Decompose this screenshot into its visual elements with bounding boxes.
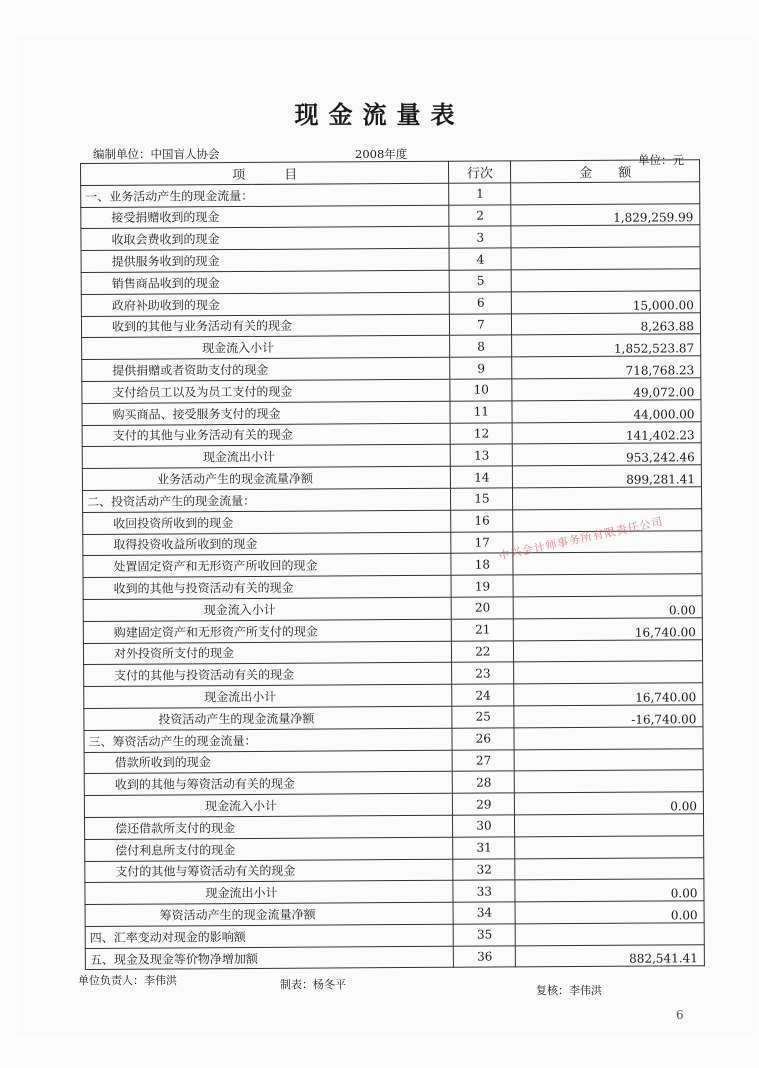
report-year: 2008年度 — [355, 147, 408, 161]
row-item-label: 借款所收到的现金 — [84, 750, 453, 774]
row-amount — [514, 661, 703, 684]
row-line-number: 21 — [452, 619, 514, 641]
row-amount: 953,242.46 — [513, 443, 702, 466]
row-line-number: 8 — [450, 335, 512, 357]
page-number: 6 — [676, 1008, 684, 1022]
row-line-number: 10 — [450, 379, 512, 401]
row-amount — [513, 552, 702, 575]
row-line-number: 26 — [452, 728, 514, 750]
row-line-number: 36 — [454, 946, 516, 968]
row-line-number: 32 — [453, 858, 515, 880]
row-line-number: 34 — [453, 902, 515, 924]
row-item-label: 现金流出小计 — [84, 684, 453, 708]
row-line-number: 23 — [452, 662, 514, 684]
row-amount — [513, 487, 702, 510]
row-line-number: 19 — [451, 575, 513, 597]
row-amount — [514, 748, 703, 771]
row-amount: 0.00 — [515, 901, 704, 924]
row-amount: 15,000.00 — [512, 290, 701, 313]
row-amount: 8,263.88 — [512, 312, 701, 335]
row-line-number: 4 — [449, 248, 511, 270]
row-item-label: 对外投资所支付的现金 — [83, 641, 452, 665]
row-line-number: 29 — [453, 793, 515, 815]
row-line-number: 31 — [453, 837, 515, 859]
row-item-label: 偿还借款所支付的现金 — [84, 815, 453, 839]
row-item-label: 取得投资收益所收到的现金 — [83, 532, 452, 556]
row-line-number: 12 — [451, 422, 513, 444]
row-item-label: 政府补助收到的现金 — [81, 292, 450, 316]
row-amount — [511, 182, 700, 205]
row-line-number: 27 — [453, 749, 515, 771]
footer-unit-head: 单位负责人：李伟洪 — [78, 974, 177, 987]
row-line-number: 17 — [451, 531, 513, 553]
row-amount — [512, 269, 701, 292]
page-title: 现金流量表 — [294, 101, 465, 129]
row-item-label: 收取会费收到的现金 — [81, 227, 450, 251]
footer-preparer: 制表：杨冬平 — [280, 978, 346, 991]
row-item-label: 四、汇率变动对现金的影响额 — [85, 924, 454, 948]
row-item-label: 现金流出小计 — [85, 881, 454, 905]
row-amount — [511, 225, 700, 248]
row-amount — [515, 770, 704, 793]
row-amount: 0.00 — [515, 879, 704, 902]
row-amount: 1,852,523.87 — [512, 334, 701, 357]
row-item-label: 收回投资所收到的现金 — [83, 510, 452, 534]
row-line-number: 13 — [451, 444, 513, 466]
row-line-number: 35 — [454, 924, 516, 946]
row-line-number: 6 — [450, 292, 512, 314]
row-item-label: 购买商品、接受服务支付的现金 — [82, 401, 451, 425]
row-line-number: 18 — [451, 553, 513, 575]
row-amount — [515, 835, 704, 858]
row-item-label: 收到的其他与业务活动有关的现金 — [81, 314, 450, 338]
row-item-label: 收到的其他与筹资活动有关的现金 — [84, 772, 453, 796]
row-line-number: 22 — [452, 640, 514, 662]
row-line-number: 15 — [451, 488, 513, 510]
row-item-label: 收到的其他与投资活动有关的现金 — [83, 575, 452, 599]
row-item-label: 一、业务活动产生的现金流量： — [81, 183, 450, 207]
row-line-number: 14 — [451, 466, 513, 488]
row-amount: 0.00 — [514, 596, 703, 619]
row-item-label: 现金流入小计 — [83, 597, 452, 621]
row-item-label: 投资活动产生的现金流量净额 — [84, 706, 453, 730]
row-line-number: 30 — [453, 815, 515, 837]
row-amount: 16,740.00 — [514, 683, 703, 706]
row-item-label: 三、筹资活动产生的现金流量： — [84, 728, 453, 752]
row-amount: 1,829,259.99 — [511, 203, 700, 226]
row-amount — [514, 726, 703, 749]
header-line: 行次 — [449, 161, 511, 183]
row-line-number: 33 — [453, 880, 515, 902]
row-line-number: 7 — [450, 313, 512, 335]
row-item-label: 现金流入小计 — [82, 336, 451, 360]
preparing-organization: 编制单位：中国盲人协会 — [93, 147, 220, 161]
row-item-label: 业务活动产生的现金流量净额 — [82, 466, 451, 490]
row-item-label: 筹资活动产生的现金流量净额 — [85, 902, 454, 926]
row-amount: 141,402.23 — [512, 421, 701, 444]
table-row — [85, 944, 704, 970]
row-line-number: 20 — [452, 597, 514, 619]
row-item-label: 支付的其他与业务活动有关的现金 — [82, 423, 451, 447]
row-item-label: 支付的其他与筹资活动有关的现金 — [85, 859, 454, 883]
row-amount — [511, 247, 700, 270]
row-amount: 44,000.00 — [512, 399, 701, 422]
row-item-label: 现金流入小计 — [84, 793, 453, 817]
row-amount: 0.00 — [515, 792, 704, 815]
row-item-label: 销售商品收到的现金 — [81, 270, 450, 294]
row-line-number: 1 — [449, 183, 511, 205]
row-item-label: 支付的其他与投资活动有关的现金 — [84, 663, 453, 687]
row-amount: 718,768.23 — [512, 356, 701, 379]
row-line-number: 28 — [453, 771, 515, 793]
auditor-stamp: 中兴会计师事务所有限责任公司 — [497, 515, 665, 563]
row-amount: -16,740.00 — [514, 705, 703, 728]
row-amount — [516, 923, 705, 946]
currency-unit: 单位：元 — [638, 153, 684, 167]
header-item: 项 目 — [81, 161, 450, 185]
row-amount: 899,281.41 — [513, 465, 702, 488]
row-item-label: 现金流出小计 — [82, 445, 451, 469]
row-line-number: 3 — [449, 226, 511, 248]
cash-flow-table — [80, 159, 705, 970]
row-amount: 49,072.00 — [512, 378, 701, 401]
row-amount: 882,541.41 — [516, 944, 705, 967]
row-item-label: 购建固定资产和无形资产所支付的现金 — [83, 619, 452, 643]
row-line-number: 5 — [450, 270, 512, 292]
row-line-number: 9 — [450, 357, 512, 379]
row-line-number: 11 — [450, 401, 512, 423]
row-item-label: 偿付利息所支付的现金 — [85, 837, 454, 861]
row-amount — [515, 814, 704, 837]
row-item-label: 提供服务收到的现金 — [81, 248, 450, 272]
row-line-number: 25 — [452, 706, 514, 728]
row-amount: 16,740.00 — [514, 617, 703, 640]
row-item-label: 提供捐赠或者资助支付的现金 — [82, 357, 451, 381]
row-item-label: 支付给员工以及为员工支付的现金 — [82, 379, 451, 403]
row-amount — [513, 574, 702, 597]
row-line-number: 16 — [451, 510, 513, 532]
row-amount — [515, 857, 704, 880]
row-line-number: 2 — [449, 204, 511, 226]
row-line-number: 24 — [452, 684, 514, 706]
header-amount: 金 额 — [511, 160, 700, 183]
row-item-label: 处置固定资产和无形资产所收回的现金 — [83, 554, 452, 578]
row-amount — [514, 639, 703, 662]
row-item-label: 接受捐赠收到的现金 — [81, 205, 450, 229]
footer-reviewer: 复核：李伟洪 — [536, 984, 602, 997]
row-item-label: 五、现金及现金等价物净增加额 — [85, 946, 454, 970]
row-item-label: 二、投资活动产生的现金流量： — [83, 488, 452, 512]
